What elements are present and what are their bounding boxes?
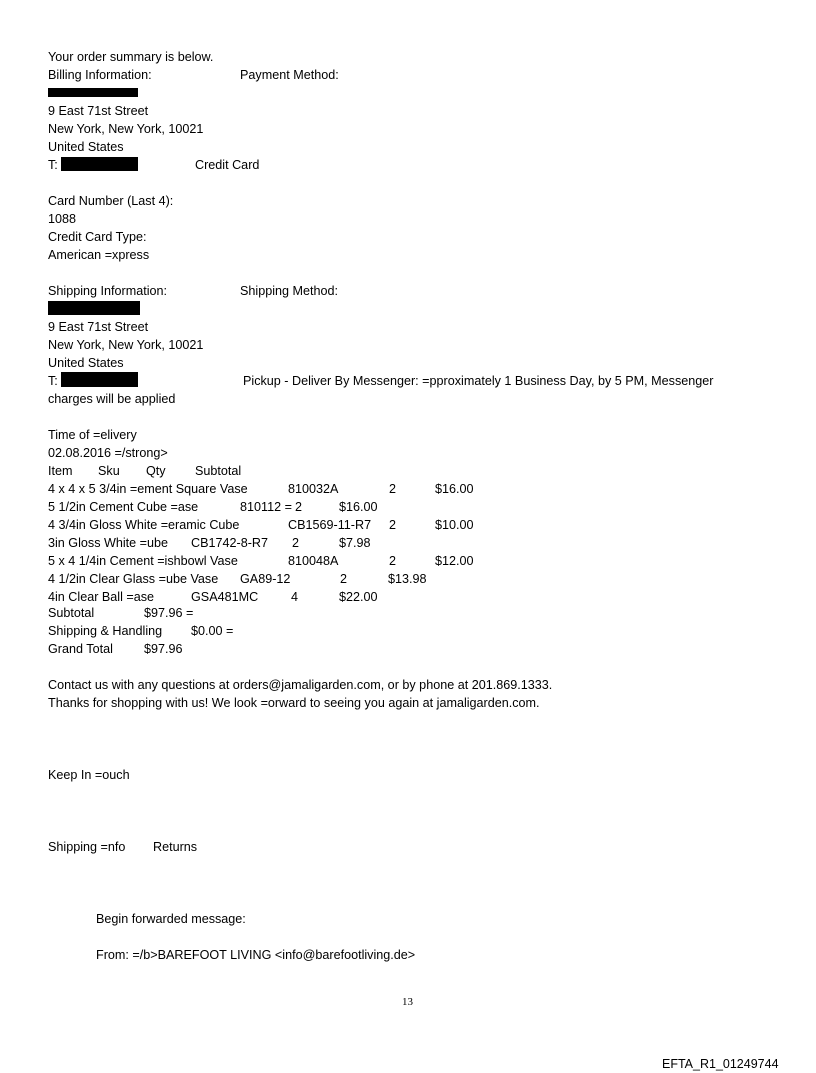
items-header-item: Item <box>48 464 73 478</box>
card-number: 1088 <box>48 212 77 226</box>
item-qty: 2 <box>389 518 397 532</box>
page-number: 13 <box>402 996 413 1008</box>
keep-in-touch: Keep In =ouch <box>48 768 130 782</box>
shipping-method-cont: charges will be applied <box>48 392 176 406</box>
item-sku: GA89-12 <box>240 572 291 586</box>
item-name: 4 x 4 x 5 3/4in =ement Square Vase <box>48 482 248 496</box>
items-header-qty: Qty <box>146 464 166 478</box>
item-subtotal: $16.00 <box>435 482 474 496</box>
item-qty: 2 <box>340 572 348 586</box>
delivery-date: 02.08.2016 =/strong> <box>48 446 168 460</box>
item-name: 4in Clear Ball =ase <box>48 590 155 604</box>
redacted-shipping-name <box>48 301 140 315</box>
intro-text: Your order summary is below. <box>48 50 214 64</box>
shipping-street: 9 East 71st Street <box>48 320 149 334</box>
billing-street: 9 East 71st Street <box>48 104 149 118</box>
contact-text: Contact us with any questions at orders@jamaligarden.com, or by phone at 201.869.1333. <box>48 678 553 692</box>
grand-total-label: Grand Total <box>48 642 113 656</box>
item-name: 5 x 4 1/4in Cement =ishbowl Vase <box>48 554 238 568</box>
shipping-phone-label: T: <box>48 374 58 388</box>
item-name: 5 1/2in Cement Cube =ase <box>48 500 199 514</box>
item-qty: 2 <box>295 500 303 514</box>
card-type-label: Credit Card Type: <box>48 230 147 244</box>
redacted-billing-phone <box>61 157 138 171</box>
item-name: 4 1/2in Clear Glass =ube Vase <box>48 572 219 586</box>
billing-country: United States <box>48 140 124 154</box>
shipping-heading: Shipping Information: <box>48 284 168 298</box>
shipping-country: United States <box>48 356 124 370</box>
thanks-text: Thanks for shopping with us! We look =orward to seeing you again at jamaligarden.com. <box>48 696 540 710</box>
forwarded-label: Begin forwarded message: <box>96 912 246 926</box>
shipping-info-link: Shipping =nfo <box>48 840 126 854</box>
shipping-handling-value: $0.00 = <box>191 624 234 638</box>
item-sku: GSA481MC <box>191 590 259 604</box>
delivery-label: Time of =elivery <box>48 428 137 442</box>
forwarded-from: From: =/b>BAREFOOT LIVING <info@barefootliving.de> <box>96 948 416 962</box>
item-sku: 810032A <box>288 482 339 496</box>
shipping-method-heading: Shipping Method: <box>240 284 339 298</box>
item-subtotal: $13.98 <box>388 572 427 586</box>
item-subtotal: $10.00 <box>435 518 474 532</box>
items-header-subtotal: Subtotal <box>195 464 242 478</box>
billing-city: New York, New York, 10021 <box>48 122 204 136</box>
item-name: 3in Gloss White =ube <box>48 536 169 550</box>
returns-link: Returns <box>153 840 198 854</box>
grand-total-value: $97.96 <box>144 642 183 656</box>
billing-phone-label: T: <box>48 158 58 172</box>
item-subtotal: $7.98 <box>339 536 371 550</box>
item-qty: 2 <box>292 536 300 550</box>
subtotal-value: $97.96 = <box>144 606 194 620</box>
shipping-city: New York, New York, 10021 <box>48 338 204 352</box>
item-name: 4 3/4in Gloss White =eramic Cube <box>48 518 240 532</box>
item-qty: 2 <box>389 554 397 568</box>
item-sku: 810048A <box>288 554 339 568</box>
redacted-billing-name <box>48 88 138 97</box>
item-subtotal: $22.00 <box>339 590 378 604</box>
shipping-method: Pickup - Deliver By Messenger: =pproximately 1 Business Day, by 5 PM, Messenger <box>243 374 714 388</box>
item-sku: 810112 = <box>240 500 292 514</box>
subtotal-label: Subtotal <box>48 606 95 620</box>
item-qty: 4 <box>291 590 299 604</box>
item-subtotal: $16.00 <box>339 500 378 514</box>
card-number-label: Card Number (Last 4): <box>48 194 174 208</box>
payment-method: Credit Card <box>195 158 260 172</box>
shipping-handling-label: Shipping & Handling <box>48 624 163 638</box>
item-qty: 2 <box>389 482 397 496</box>
document-id: EFTA_R1_01249744 <box>662 1057 779 1071</box>
redacted-shipping-phone <box>61 372 138 387</box>
items-header-sku: Sku <box>98 464 120 478</box>
payment-heading: Payment Method: <box>240 68 339 82</box>
card-type: American =xpress <box>48 248 150 262</box>
item-sku: CB1742-8-R7 <box>191 536 269 550</box>
item-sku: CB1569-11-R7 <box>288 518 372 532</box>
billing-heading: Billing Information: <box>48 68 152 82</box>
item-subtotal: $12.00 <box>435 554 474 568</box>
